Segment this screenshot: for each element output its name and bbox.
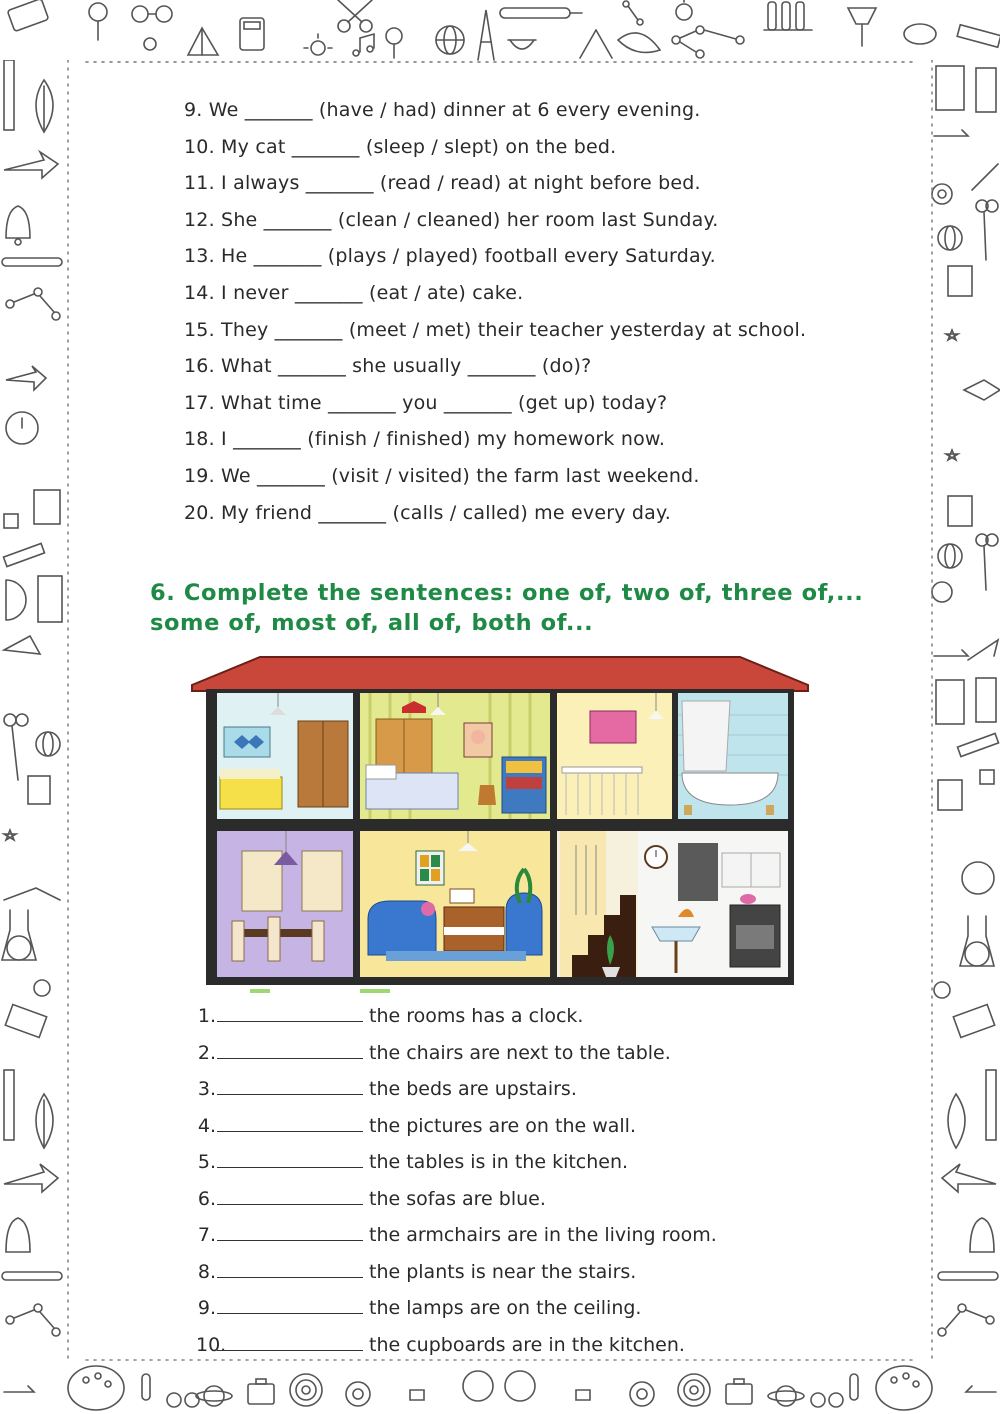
exercise-6-heading: 6. Complete the sentences: one of, two of, three of,... some of, most of, all of, both of... bbox=[150, 580, 864, 636]
globe-icon bbox=[36, 732, 60, 756]
glasses-icon bbox=[167, 1393, 199, 1407]
item-text: the pictures are on the wall. bbox=[369, 1114, 636, 1137]
item-text: the lamps are on the ceiling. bbox=[369, 1297, 642, 1319]
pen-icon bbox=[2, 1272, 62, 1280]
item-text: the cupboards are in the kitchen. bbox=[369, 1333, 685, 1356]
answer-blank[interactable] bbox=[217, 1222, 363, 1241]
list-item: 9. We _______ (have / had) dinner at 6 every evening. bbox=[184, 99, 701, 121]
list-item: 14. I never _______ (eat / ate) cake. bbox=[184, 281, 524, 304]
book-icon bbox=[38, 576, 62, 622]
alarm-clock-icon bbox=[962, 862, 994, 894]
star-icon bbox=[4, 830, 16, 840]
item-number: 4. bbox=[197, 1114, 216, 1137]
roof bbox=[192, 657, 808, 691]
answer-blank[interactable] bbox=[217, 1295, 363, 1314]
eiffel-tower-icon bbox=[478, 10, 494, 60]
item-text: the plants is near the stairs. bbox=[369, 1260, 637, 1283]
music-note-icon bbox=[353, 34, 374, 56]
pen-icon bbox=[2, 258, 62, 266]
arrow-icon bbox=[4, 1386, 34, 1392]
notebook-icon bbox=[948, 266, 972, 296]
globe-icon bbox=[436, 26, 464, 54]
kitchen bbox=[638, 831, 788, 977]
arrow-icon bbox=[934, 130, 968, 136]
book-icon bbox=[7, 0, 48, 31]
doodle-border-left bbox=[0, 60, 72, 1360]
answer-blank[interactable] bbox=[217, 1040, 363, 1059]
book-icon bbox=[34, 490, 60, 524]
notebook-icon bbox=[948, 496, 972, 526]
list-item bbox=[196, 1040, 717, 1077]
planet-icon bbox=[768, 1386, 804, 1406]
item-number: 10. bbox=[196, 1333, 227, 1356]
graduation-cap-icon bbox=[964, 380, 1000, 400]
living-room bbox=[360, 831, 550, 977]
item-number: 9. bbox=[197, 1297, 216, 1319]
bedroom-2 bbox=[360, 693, 550, 819]
pen-icon bbox=[500, 8, 582, 18]
leaf-icon bbox=[36, 1094, 53, 1148]
list-item: 17. What time _______ you _______ (get up) today? bbox=[184, 391, 668, 414]
flask-icon bbox=[2, 910, 36, 960]
notebook-icon bbox=[28, 776, 50, 804]
star-icon bbox=[946, 330, 958, 340]
glasses-icon bbox=[132, 6, 172, 22]
palette-icon bbox=[876, 1366, 932, 1410]
tooth-icon bbox=[576, 1390, 590, 1400]
bell-icon bbox=[970, 1218, 994, 1252]
target-icon bbox=[290, 1374, 322, 1406]
cube-icon bbox=[980, 770, 994, 784]
list-item: 19. We _______ (visit / visited) the farm last weekend. bbox=[184, 464, 700, 487]
pencil-icon bbox=[4, 60, 14, 130]
list-item bbox=[196, 1295, 717, 1332]
list-item: 13. He _______ (plays / played) football every Saturday. bbox=[184, 245, 716, 268]
gear-icon bbox=[346, 1382, 370, 1406]
globe-icon bbox=[938, 226, 962, 250]
globe-icon bbox=[938, 544, 962, 568]
scissors-icon bbox=[976, 534, 998, 590]
arrow-icon bbox=[934, 640, 998, 660]
bone-icon bbox=[623, 1, 643, 25]
target-icon bbox=[678, 1374, 710, 1406]
item-text: the armchairs are in the living room. bbox=[369, 1224, 717, 1246]
ruler-icon bbox=[957, 733, 998, 756]
bathroom bbox=[678, 693, 788, 819]
item-number: 1. bbox=[197, 1005, 216, 1027]
target-icon bbox=[932, 582, 952, 602]
item-text: the sofas are blue. bbox=[369, 1187, 546, 1210]
item-text: the beds are upstairs. bbox=[369, 1078, 577, 1100]
cup-icon bbox=[508, 40, 536, 49]
list-item bbox=[196, 1149, 717, 1186]
list-item bbox=[196, 1076, 717, 1113]
list-item: 16. What _______ she usually _______ (do)? bbox=[184, 355, 592, 378]
scissors-icon bbox=[976, 200, 998, 260]
test-tubes-icon bbox=[764, 2, 812, 30]
item-number: 3. bbox=[197, 1078, 216, 1100]
paperclip-icon bbox=[142, 1374, 150, 1400]
list-item: 10. My cat _______ (sleep / slept) on the bed. bbox=[184, 135, 617, 158]
paperclip-icon bbox=[850, 1374, 858, 1400]
ruler-icon bbox=[957, 25, 1000, 47]
item-number: 5. bbox=[197, 1151, 216, 1173]
sundial-icon bbox=[934, 982, 950, 998]
list-item: 12. She _______ (clean / cleaned) her room last Sunday. bbox=[184, 208, 719, 231]
arrow-icon bbox=[6, 366, 46, 390]
arrow-icon bbox=[966, 1386, 996, 1392]
gear-icon bbox=[630, 1382, 654, 1406]
list-item bbox=[196, 1003, 717, 1040]
leaf-icon bbox=[618, 33, 660, 53]
book-icon bbox=[953, 1005, 994, 1038]
exercise-6-list bbox=[196, 1003, 717, 1368]
exercise-5-list bbox=[184, 97, 806, 536]
answer-blank[interactable] bbox=[217, 1003, 363, 1022]
book-icon bbox=[936, 678, 996, 724]
scissors-icon bbox=[4, 714, 28, 780]
item-number: 8. bbox=[197, 1260, 216, 1283]
sun-icon bbox=[304, 34, 332, 55]
tooth-icon bbox=[410, 1390, 424, 1400]
robot-icon bbox=[676, 0, 692, 20]
list-item: 18. I _______ (finish / finished) my homework now. bbox=[184, 428, 666, 451]
book-icon bbox=[936, 66, 996, 112]
list-item: 20. My friend _______ (calls / called) me every day. bbox=[184, 501, 672, 524]
planet-icon bbox=[196, 1386, 232, 1406]
item-number: 2. bbox=[197, 1041, 216, 1064]
pyramid-icon bbox=[188, 28, 218, 55]
pencil-icon bbox=[986, 1070, 996, 1140]
doodle-border-top bbox=[0, 0, 1000, 66]
item-text: the rooms has a clock. bbox=[369, 1005, 584, 1027]
arrow-icon bbox=[4, 636, 40, 654]
compass-icon bbox=[580, 30, 612, 58]
alarm-clock-icon bbox=[6, 412, 38, 444]
speech-bubble-icon bbox=[904, 24, 936, 44]
answer-blank[interactable] bbox=[217, 1186, 363, 1205]
item-text: the tables is in the kitchen. bbox=[369, 1151, 629, 1173]
scissors-icon bbox=[338, 0, 372, 32]
molecule-icon bbox=[6, 1304, 60, 1336]
answer-blank[interactable] bbox=[217, 1259, 363, 1278]
target-icon bbox=[932, 184, 952, 204]
arrow-icon bbox=[4, 152, 58, 178]
molecule-icon bbox=[938, 1304, 994, 1336]
hallway-upstairs bbox=[557, 693, 672, 819]
pin-icon bbox=[386, 28, 402, 58]
molecule-icon bbox=[672, 26, 744, 58]
answer-blank[interactable] bbox=[217, 1113, 363, 1132]
briefcase-icon bbox=[248, 1379, 274, 1404]
list-item bbox=[196, 1332, 717, 1369]
bedroom-1 bbox=[217, 693, 353, 819]
item-text: the chairs are next to the table. bbox=[369, 1041, 671, 1064]
doodle-border-right bbox=[928, 60, 1000, 1360]
list-item bbox=[196, 1186, 717, 1223]
sundial-icon bbox=[144, 38, 156, 50]
palette-icon bbox=[68, 1366, 124, 1410]
lamp-icon bbox=[848, 8, 876, 46]
arrow-icon bbox=[4, 1164, 58, 1192]
list-item bbox=[196, 1113, 717, 1150]
list-item bbox=[196, 1259, 717, 1296]
list-item: 11. I always _______ (read / read) at night before bed. bbox=[184, 172, 701, 195]
ruler-icon bbox=[3, 543, 44, 566]
star-icon bbox=[946, 450, 958, 460]
list-item: 15. They _______ (meet / met) their teacher yesterday at school. bbox=[184, 318, 807, 341]
flask-icon bbox=[960, 916, 994, 966]
briefcase-icon bbox=[726, 1379, 752, 1404]
calculator-icon bbox=[240, 18, 264, 50]
pen-icon bbox=[972, 164, 998, 190]
molecule-icon bbox=[6, 288, 60, 320]
leaf-icon bbox=[36, 80, 53, 132]
dining-room bbox=[217, 831, 353, 977]
arrow-icon bbox=[942, 1164, 996, 1192]
hat-icon bbox=[4, 888, 60, 900]
alarm-clock-icon bbox=[463, 1371, 535, 1401]
answer-blank[interactable] bbox=[217, 1076, 363, 1095]
cube-icon bbox=[4, 514, 18, 528]
pen-icon bbox=[938, 1272, 998, 1280]
answer-blank[interactable] bbox=[217, 1149, 363, 1168]
pencil-icon bbox=[4, 1070, 14, 1140]
leaf-icon bbox=[948, 1094, 965, 1148]
bell-icon bbox=[6, 1218, 30, 1252]
list-item bbox=[196, 1222, 717, 1259]
magnifier-icon bbox=[89, 3, 107, 40]
house-illustration bbox=[190, 655, 810, 995]
answer-blank[interactable] bbox=[217, 1332, 363, 1351]
item-number: 6. bbox=[197, 1187, 216, 1210]
glasses-icon bbox=[811, 1393, 843, 1407]
book-icon bbox=[5, 1005, 46, 1038]
sundial-icon bbox=[34, 980, 50, 996]
bell-icon bbox=[6, 206, 30, 245]
notebook-icon bbox=[938, 780, 962, 810]
item-number: 7. bbox=[197, 1224, 216, 1246]
protractor-icon bbox=[6, 580, 26, 620]
